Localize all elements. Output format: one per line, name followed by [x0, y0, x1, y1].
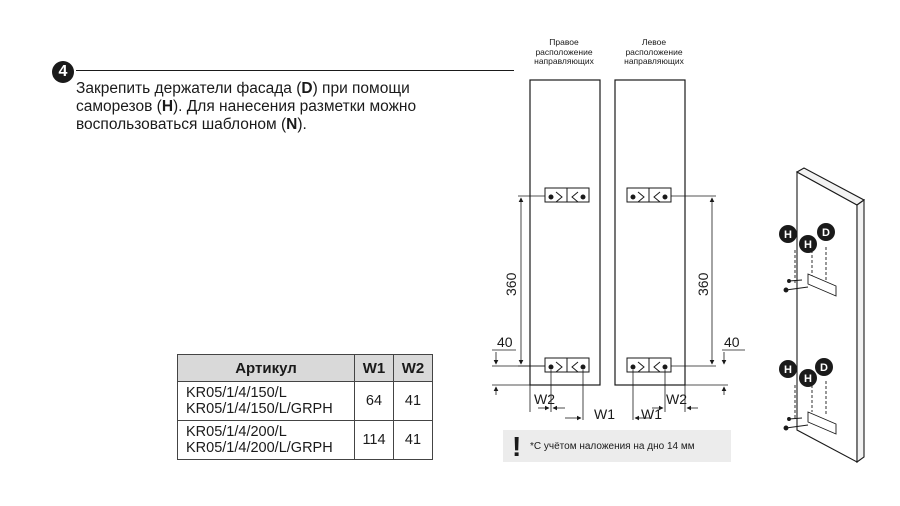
table-row — [178, 421, 433, 460]
caption-line: направляющих — [534, 56, 594, 66]
column-header-w1: W1 — [355, 355, 394, 382]
callout-d-label: D — [822, 227, 830, 239]
instruction-text: Закрепить держатели фасада ( — [76, 80, 302, 97]
instruction-text: воспользоваться шаблоном ( — [76, 116, 287, 133]
part-letter-n: N — [286, 116, 298, 133]
caption-line: Левое — [641, 37, 667, 47]
w2-cell: 41 — [394, 421, 433, 460]
w1-cell: 64 — [355, 382, 394, 421]
article-cell — [178, 421, 355, 460]
front-panel-right — [530, 80, 600, 385]
dim-label-w1-right: W1 — [641, 406, 662, 422]
instruction-text: ). Для нанесения разметки можно — [173, 98, 417, 115]
callout-d-label: D — [820, 362, 828, 374]
caption-line: Правое — [549, 37, 579, 47]
dim-label-w2-left: W2 — [534, 391, 555, 407]
column-header-w2: W2 — [394, 355, 433, 382]
callout-h-label: H — [784, 364, 792, 376]
dim-label-w2-right: W2 — [666, 391, 687, 407]
article-code: KR05/1/4/200/L — [186, 424, 287, 440]
callout-h-label: H — [804, 373, 812, 385]
front-holder-bracket — [545, 188, 589, 202]
front-holder-bracket — [545, 358, 589, 372]
panel-3d-view — [797, 168, 864, 462]
instruction-text: саморезов ( — [76, 98, 162, 115]
w1-cell: 114 — [355, 421, 394, 460]
front-holder-bracket — [627, 358, 671, 372]
table-row — [178, 382, 433, 421]
caption-line: расположение — [535, 46, 593, 57]
front-holder-bracket — [627, 188, 671, 202]
article-code: KR05/1/4/200/L/GRPH — [186, 440, 333, 456]
part-letter-d: D — [301, 80, 313, 97]
dim-label-w1-left: W1 — [594, 406, 615, 422]
part-letter-h: H — [161, 98, 174, 115]
instruction-text: ) при помощи — [312, 80, 410, 97]
front-panel-left — [615, 80, 685, 385]
step-number-badge: 4 — [52, 61, 74, 83]
dim-label-40-right: 40 — [724, 334, 740, 350]
note-text: *С учётом наложения на дно 14 мм — [530, 441, 695, 452]
dim-label-360-left: 360 — [503, 272, 519, 296]
callout-h-label: H — [784, 229, 792, 241]
warning-icon: ! — [512, 431, 522, 462]
article-code: KR05/1/4/150/L — [186, 385, 287, 401]
article-dimensions-table — [177, 354, 433, 460]
caption-line: расположение — [625, 46, 683, 57]
instruction-text: ). — [297, 116, 307, 133]
dim-label-40-left: 40 — [497, 334, 513, 350]
column-header-article: Артикул — [178, 355, 355, 382]
article-code: KR05/1/4/150/L/GRPH — [186, 401, 333, 417]
table-header-row — [178, 355, 433, 382]
article-cell — [178, 382, 355, 421]
callout-h-label: H — [804, 239, 812, 251]
caption-line: направляющих — [624, 56, 684, 66]
w2-cell: 41 — [394, 382, 433, 421]
dim-label-360-right: 360 — [695, 272, 711, 296]
dimension-40-right — [685, 350, 745, 395]
